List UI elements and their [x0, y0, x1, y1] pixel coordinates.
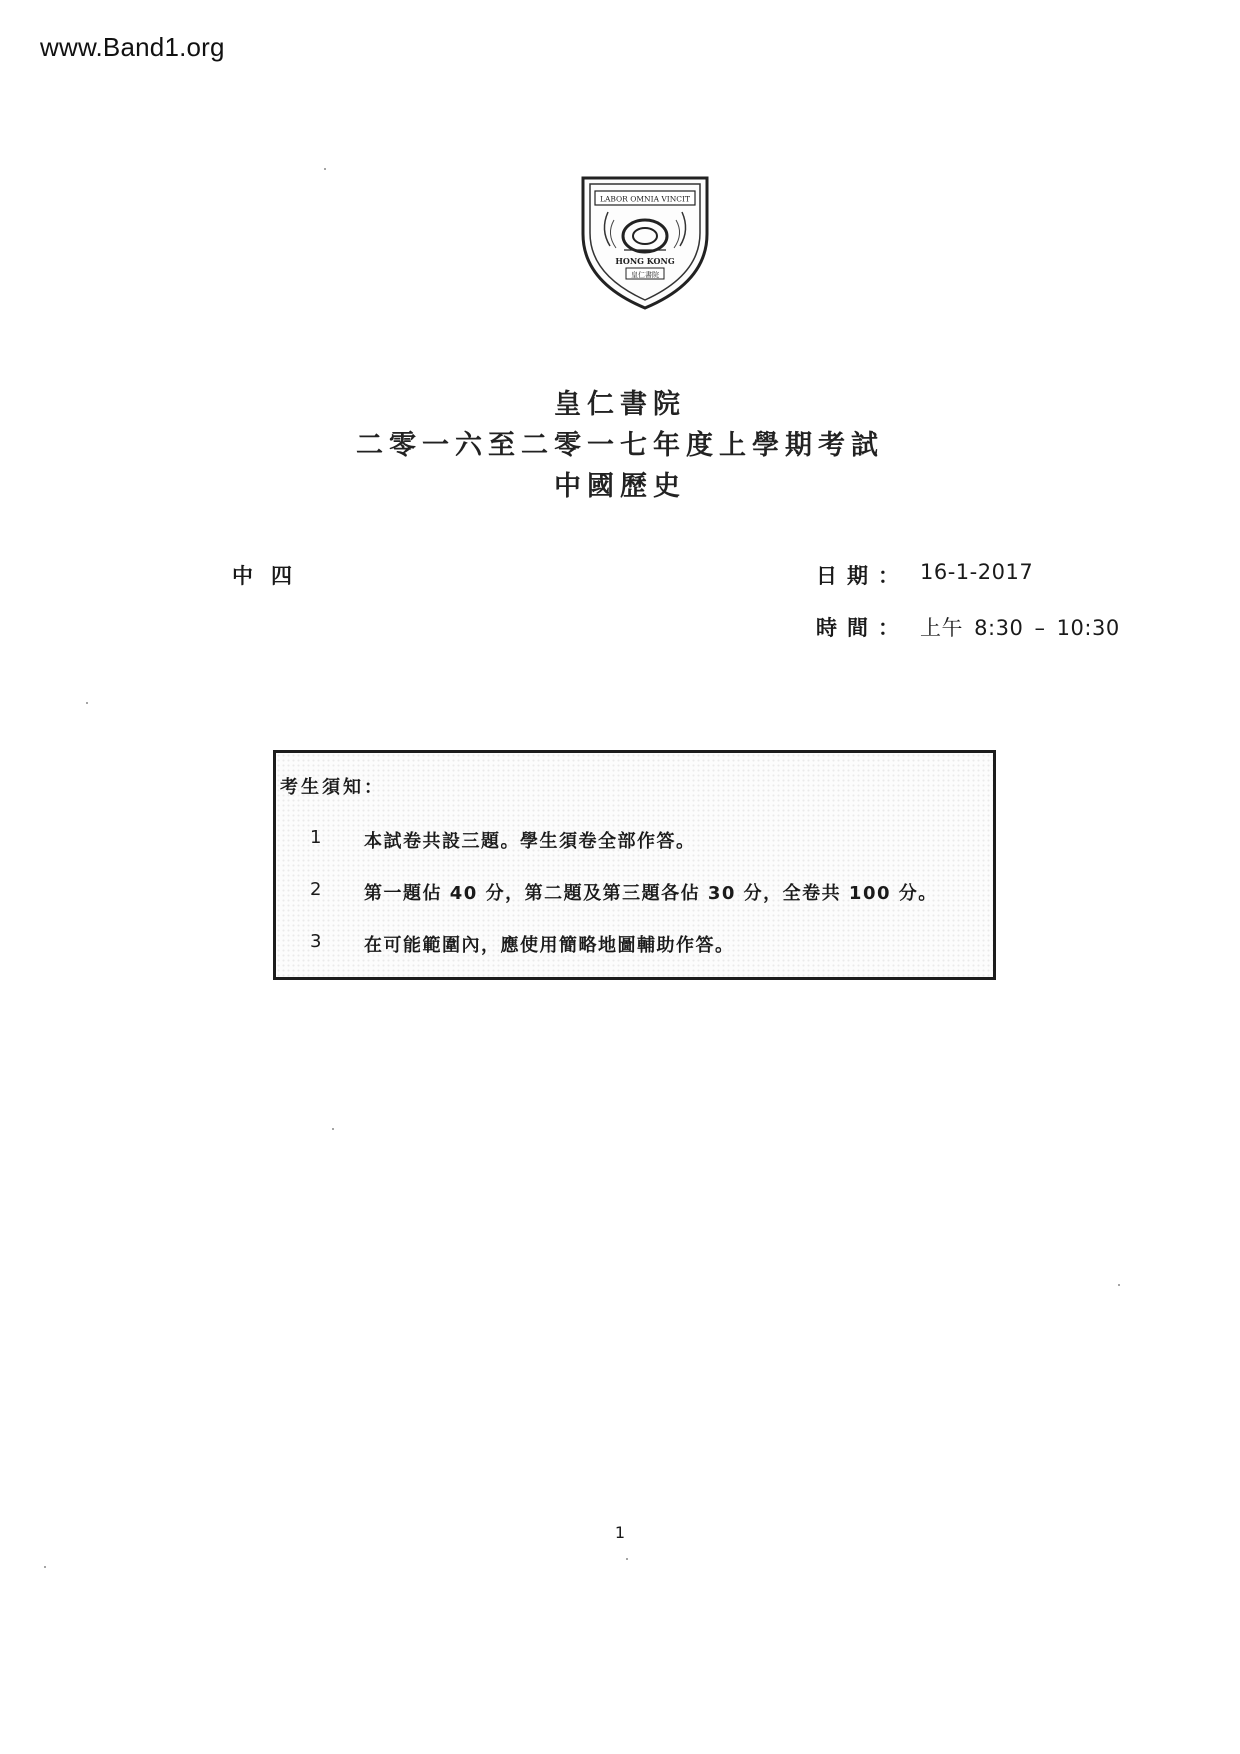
watermark-url: www.Band1.org: [40, 32, 225, 62]
instruction-item: [310, 931, 735, 957]
time-row: [816, 612, 1120, 642]
instruction-item: [310, 827, 696, 853]
instruction-number: 3: [310, 931, 322, 952]
scan-speck: [332, 1128, 334, 1130]
instructions-box: [273, 750, 996, 980]
scan-speck: [324, 168, 326, 170]
svg-text:HONG KONG: HONG KONG: [615, 256, 675, 266]
instruction-text: 本試卷共設三題。學生須卷全部作答。: [364, 831, 696, 852]
date-label: 日期：: [816, 564, 909, 588]
svg-text:皇仁書院: 皇仁書院: [631, 271, 659, 279]
school-crest-logo: [578, 172, 712, 312]
form-class: 中四: [232, 564, 310, 588]
date-value: 16-1-2017: [920, 560, 1034, 584]
scan-speck: [626, 1558, 628, 1560]
page-number: 1: [614, 1523, 626, 1542]
exam-title-block: [0, 384, 1240, 507]
school-name: 皇仁書院: [554, 389, 686, 420]
svg-text:LABOR OMNIA VINCIT: LABOR OMNIA VINCIT: [599, 194, 691, 204]
subject-name: 中國歷史: [554, 471, 686, 502]
instructions-title: 考生須知：: [280, 777, 385, 798]
date-row: [816, 560, 1033, 590]
time-label: 時間：: [816, 616, 909, 640]
instruction-item: [310, 879, 938, 905]
scan-speck: [44, 1566, 46, 1568]
time-value: 上午 8:30 – 10:30: [920, 616, 1120, 640]
instruction-number: 2: [310, 879, 322, 900]
exam-name: 二零一六至二零一七年度上學期考試: [356, 430, 884, 461]
instruction-number: 1: [310, 827, 322, 848]
instruction-text: 在可能範圍內，應使用簡略地圖輔助作答。: [364, 935, 735, 956]
scan-speck: [1118, 1284, 1120, 1286]
scan-speck: [86, 702, 88, 704]
instruction-text: 第一題佔 40 分，第二題及第三題各佔 30 分，全卷共 100 分。: [364, 883, 938, 904]
